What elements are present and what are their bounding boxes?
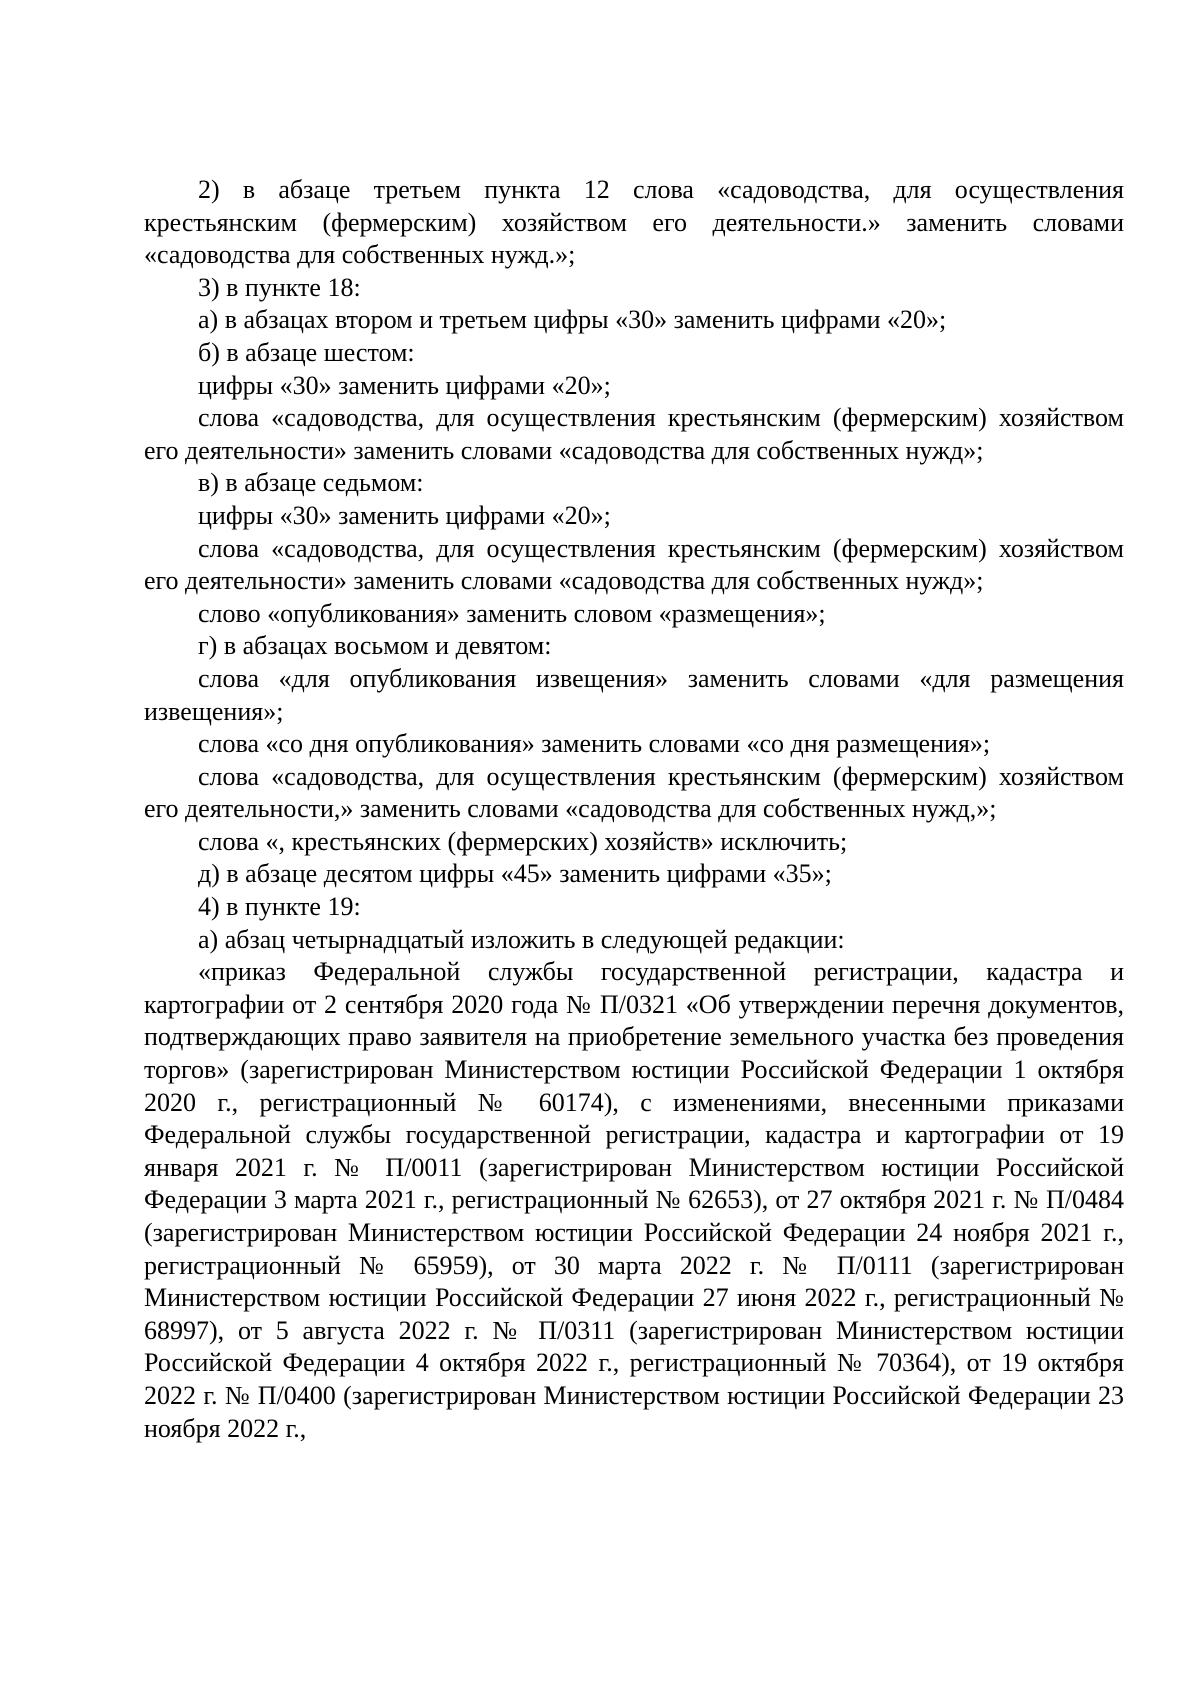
document-body [144, 174, 1124, 1445]
paragraph-subitem-d: д) в абзаце десятом цифры «45» заменить цифрами «35»; [198, 859, 832, 889]
paragraph-g-words: слова «садоводства, для осуществления крестьянским (фермерским) хозяйством его деятельности,» заменить словами «садоводства для собственных нужд,»; [144, 761, 1124, 824]
paragraph-g-notice: слова «для опубликования извещения» заменить словами «для размещения извещения»; [144, 663, 1124, 726]
paragraph-g-exclude: слова «, крестьянских (фермерских) хозяйств» исключить; [198, 826, 848, 856]
paragraph-subitem-v: в) в абзаце седьмом: [198, 468, 424, 498]
paragraph-b-words: слова «садоводства, для осуществления крестьянским (фермерским) хозяйством его деятельности» заменить словами «садоводства для собственных нужд»; [144, 403, 1124, 465]
paragraph-order-text: «приказ Федеральной службы государственной регистрации, кадастра и картографии от 2 сентября 2020 года № П/0321 «Об утверждении перечня документов, подтверждающих право заявителя на приобретение земельного участка без проведения торгов» (зарегистрирован Министерством юстиции Российской Федерации 1 октября 2020 г., регистрационный № 60174), с изменениями, внесенными приказами Федеральной службы государственной регистрации, кадастра и картографии от 19 января 2021 г. № П/0011 (зарегистрирован Министерством юстиции Российской Федерации 3 марта 2021 г., регистрационный № 62653), от 27 октября 2021 г. № П/0484 (зарегистрирован Министерством юстиции Российской Федерации 24 ноября 2021 г., регистрационный № 65959), от 30 марта 2022 г. № П/0111 (зарегистрирован Министерством юстиции Российской Федерации 27 июня 2022 г., регистрационный № 68997), от 5 августа 2022 г. № П/0311 (зарегистрирован Министерством юстиции Российской Федерации 4 октября 2022 г., регистрационный № 70364), от 19 октября 2022 г. № П/0400 (зарегистрирован Министерством юстиции Российской Федерации 23 ноября 2022 г., [144, 957, 1124, 1443]
paragraph-b-digits: цифры «30» заменить цифрами «20»; [198, 370, 611, 400]
paragraph-subitem-a: а) в абзацах втором и третьем цифры «30» заменить цифрами «20»; [198, 305, 947, 335]
paragraph-4-subitem-a: а) абзац четырнадцатый изложить в следующей редакции: [198, 924, 845, 954]
paragraph-item-4-p19: 4) в пункте 19: [198, 892, 361, 922]
paragraph-item-2-p12: 2) в абзаце третьем пункта 12 слова «садоводства, для осуществления крестьянским (фермерским) хозяйством его деятельности.» заменить словами «садоводства для собственных нужд.»; [144, 175, 1124, 270]
paragraph-v-digits: цифры «30» заменить цифрами «20»; [198, 500, 611, 530]
paragraph-g-from-day: слова «со дня опубликования» заменить словами «со дня размещения»; [198, 729, 991, 759]
paragraph-v-publication: слово «опубликования» заменить словом «размещения»; [198, 598, 826, 628]
paragraph-v-words: слова «садоводства, для осуществления крестьянским (фермерским) хозяйством его деятельности» заменить словами «садоводства для собственных нужд»; [144, 533, 1124, 596]
paragraph-subitem-g: г) в абзацах восьмом и девятом: [198, 631, 552, 661]
paragraph-subitem-b: б) в абзаце шестом: [198, 337, 415, 367]
paragraph-item-3-p18: 3) в пункте 18: [198, 272, 361, 302]
